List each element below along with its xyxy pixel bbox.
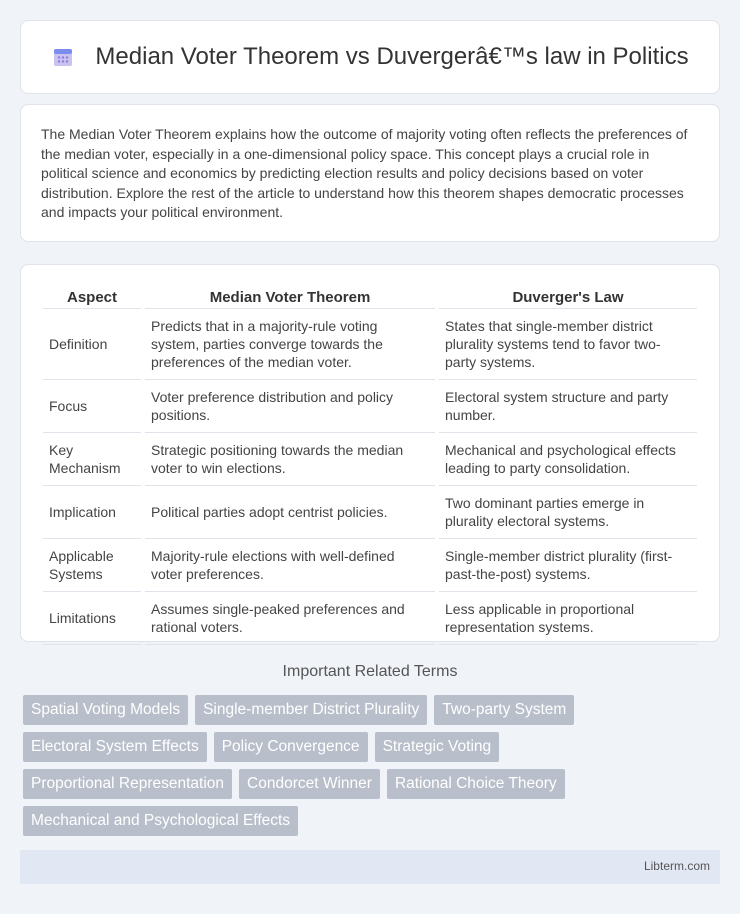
table-row — [43, 592, 697, 645]
table-cell: Implication — [43, 486, 141, 539]
footer — [20, 850, 720, 884]
calendar-icon — [51, 45, 75, 69]
related-terms-list — [23, 695, 643, 843]
table-cell: Electoral system structure and party number. — [439, 380, 697, 433]
term-tag[interactable]: Strategic Voting — [375, 732, 500, 762]
table-cell: Strategic positioning towards the median voter to win elections. — [145, 433, 435, 486]
footer-site-link[interactable]: Libterm.com — [643, 859, 710, 873]
term-tag[interactable]: Two-party System — [434, 695, 574, 725]
term-tag[interactable]: Electoral System Effects — [23, 732, 207, 762]
table-cell: Voter preference distribution and policy positions. — [145, 380, 435, 433]
table-row — [43, 380, 697, 433]
term-tag[interactable]: Spatial Voting Models — [23, 695, 188, 725]
term-tag[interactable]: Policy Convergence — [214, 732, 368, 762]
table-cell: Applicable Systems — [43, 539, 141, 592]
table-cell: Limitations — [43, 592, 141, 645]
term-tag[interactable]: Proportional Representation — [23, 769, 232, 799]
table-cell: Predicts that in a majority-rule voting system, parties converge towards the preferences of the median voter. — [145, 309, 435, 380]
table-cell: Majority-rule elections with well-defined voter preferences. — [145, 539, 435, 592]
column-header: Duverger's Law — [439, 285, 697, 309]
table-row — [43, 309, 697, 380]
term-tag[interactable]: Rational Choice Theory — [387, 769, 565, 799]
term-tag[interactable]: Mechanical and Psychological Effects — [23, 806, 298, 836]
table-cell: States that single-member district plurality systems tend to favor two-party systems. — [439, 309, 697, 380]
table-header-row — [43, 285, 697, 309]
column-header: Aspect — [43, 285, 141, 309]
header-card — [20, 20, 720, 94]
table-cell: Political parties adopt centrist policies. — [145, 486, 435, 539]
intro-text: The Median Voter Theorem explains how the outcome of majority voting often reflects the preferences of the median voter, especially in a one-dimensional policy space. This concept plays a crucial role in political science and economics by predicting election results and policy decisions based on voter distribution. Explore the rest of the article to understand how this theorem shapes democratic processes and impacts your political environment. — [41, 126, 688, 221]
table-cell: Definition — [43, 309, 141, 380]
intro-card — [20, 104, 720, 242]
table-cell: Two dominant parties emerge in plurality electoral systems. — [439, 486, 697, 539]
table-row — [43, 433, 697, 486]
related-terms-title: Important Related Terms — [282, 663, 458, 680]
term-tag[interactable]: Single-member District Plurality — [195, 695, 427, 725]
table-row — [43, 539, 697, 592]
comparison-card — [20, 264, 720, 642]
table-cell: Less applicable in proportional representation systems. — [439, 592, 697, 645]
term-tag[interactable]: Condorcet Winner — [239, 769, 380, 799]
page-title: Median Voter Theorem vs Duvergerâ€™s law in Politics — [95, 43, 689, 70]
table-cell: Assumes single-peaked preferences and rational voters. — [145, 592, 435, 645]
table-cell: Single-member district plurality (first-past-the-post) systems. — [439, 539, 697, 592]
table-cell: Key Mechanism — [43, 433, 141, 486]
comparison-table — [39, 285, 701, 645]
table-cell: Mechanical and psychological effects leading to party consolidation. — [439, 433, 697, 486]
table-row — [43, 486, 697, 539]
table-cell: Focus — [43, 380, 141, 433]
column-header: Median Voter Theorem — [145, 285, 435, 309]
